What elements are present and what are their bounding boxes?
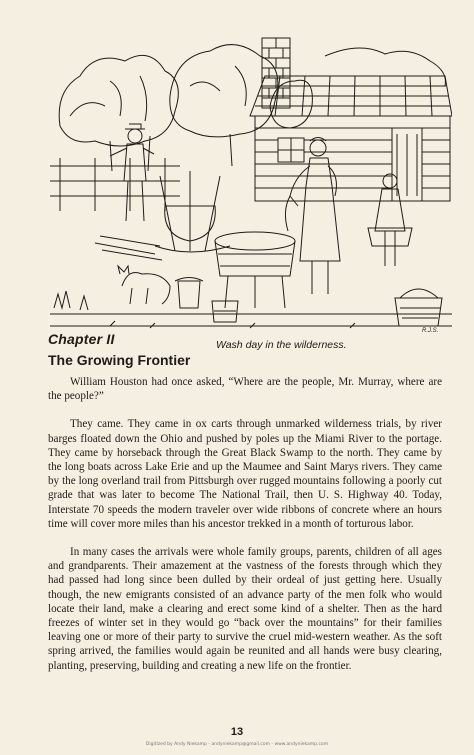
paragraph: In many cases the arrivals were whole family groups, parents, children of all ages and grandparents. Their amazement at the vastness of the forests through which they had passed had long since been dulled by their ordeal of just getting here. Usually though, the new emigrants consisted of an advance party of the men folk who would locate their land, make a clearing and erect some kind of a shelter. Then as the hard freezes of winter set in they would go “back over the mountains” for their families leaving one or more of their party to survive the cruel mid-western weather. As the soft spring arrived, the families would again be reunited and all hands were busy clearing, planting, preserving, building and creating a new life on the frontier.	[48, 546, 442, 672]
chapter-label: Chapter II	[48, 331, 115, 347]
digitization-footer: Digitized by Andy Niekamp - andyniekamp@gmail.com - www.andyniekamp.com	[145, 742, 329, 747]
paragraph: William Houston had once asked, “Where are the people, Mr. Murray, where are the people?”	[48, 376, 442, 403]
artist-signature: R.J.S.	[422, 328, 439, 334]
chapter-title: The Growing Frontier	[48, 352, 191, 368]
page-number: 13	[230, 726, 244, 738]
paragraph: They came. They came in ox carts through unmarked wilderness trials, by river barges floated down the Ohio and pushed by poles up the Miami River to the portage. They came by horseback through the Great Black Swamp to the north. They came by the long boats across Lake Erie and up the Maumee and Saint Marys rivers. They came by the long overland trail from Pittsburgh over rugged mountains following a poorly cut grade that was later to become The National Trail, then U. S. Highway 40. Today, Interstate 70 speeds the modern traveler over wide ribbons of concrete where an hours time will cover more miles than his ancestor trekked in a month of torturous labor.	[48, 418, 442, 530]
illustration-caption: Wash day in the wilderness.	[216, 339, 347, 351]
body-text	[48, 375, 442, 673]
wash-day-illustration	[50, 36, 452, 334]
